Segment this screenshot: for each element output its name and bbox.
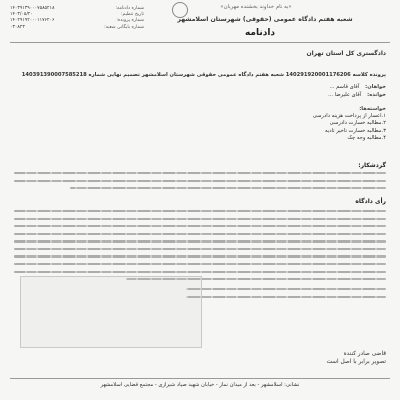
header-invocation: «به نام خداوند بخشنده مهربان» [220, 4, 292, 10]
party-label: خوانده: [367, 91, 386, 98]
meta-value: ۰۳۰۸۲۳ [10, 24, 25, 30]
meta-key: تاریخ تنظیم: [120, 12, 144, 18]
text-line [186, 296, 386, 298]
meta-value: ۱۴۰۳/۰۵/۲۰ [10, 12, 33, 18]
report-heading: گردشکار: [358, 162, 386, 169]
meta-value: ۱۴۰۳۹۱۳۹۰۰۰۷۵۸۵۲۱۸ [10, 6, 55, 11]
signature-block [326, 350, 386, 366]
meta-value: ۱۴۰۲۹۱۹۲۰۰۰۱۱۷۶۲۰۶ [10, 18, 55, 24]
text-line [14, 180, 386, 182]
party-name: آقای علیرضا ... [328, 91, 362, 98]
claims-list [186, 106, 386, 142]
text-line [14, 210, 386, 212]
meta-key: شماره بایگانی شعبه: [104, 24, 144, 30]
meta-row [10, 25, 144, 31]
copy-certification: تصویر برابر با اصل است [326, 359, 386, 365]
report-paragraph [14, 172, 386, 195]
footer-divider [10, 378, 390, 379]
claim-item: ۳.مطالبه خسارت تاخیر تادیه [325, 127, 386, 134]
party-name: آقای قاسم ... [329, 84, 360, 90]
claim-item: ۱.اعسار از پرداخت هزینه دادرسی [312, 113, 386, 120]
case-reference-line: پرونده کلاسه 140291920001176206 شعبه هفتم دادگاه عمومی حقوقی شهرستان اسلامشهر تصمیم نهایی شماره 140391390007585218 [21, 72, 386, 78]
closing-paragraph [186, 288, 386, 303]
text-line [14, 218, 386, 220]
document-title: دادنامه [244, 28, 276, 38]
stamp-area [20, 276, 202, 348]
court-name: شعبه هفتم دادگاه عمومی (حقوقی) شهرستان اسلامشهر [177, 16, 353, 23]
text-line [14, 240, 386, 242]
text-line [14, 225, 386, 227]
text-line [70, 187, 386, 189]
addressee: دادگستری کل استان تهران [306, 50, 386, 57]
decision-heading: رأی دادگاه [355, 198, 386, 205]
decision-paragraph [14, 210, 386, 286]
text-line [14, 263, 386, 265]
court-address: نشانی: اسلامشهر - بعد از میدان نماز - خیابان شهید صیاد شیرازی - مجتمع قضایی اسلامشهر [100, 382, 300, 388]
text-line [14, 248, 386, 250]
party-label: خواهان: [365, 84, 386, 90]
party-row [156, 84, 386, 92]
claim-item: ۴.مطالبه وجه چک [347, 134, 386, 141]
meta-key: شماره دادنامه: [115, 6, 144, 11]
claims-heading: خواسته‌ها: [359, 106, 386, 112]
parties-list [156, 84, 386, 99]
meta-key: شماره پرونده: [116, 18, 144, 24]
party-row [156, 92, 386, 100]
text-line [14, 255, 386, 257]
header-divider [10, 42, 390, 43]
document-metadata-box [10, 6, 144, 31]
text-line [14, 233, 386, 235]
text-line [14, 172, 386, 174]
claim-item: ۲.مطالبه خسارت دادرسی [329, 120, 386, 127]
signature-role: قاضی صادر کننده [343, 351, 386, 357]
text-line [186, 288, 386, 290]
text-line [14, 271, 386, 273]
